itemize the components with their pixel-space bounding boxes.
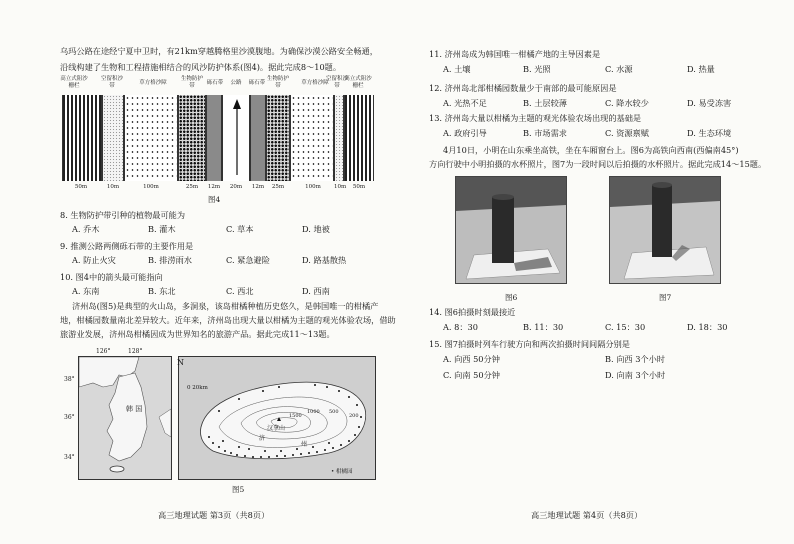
cup-photo: [610, 177, 720, 283]
option: B. 排涝雨水: [148, 255, 192, 265]
zone-label: 空留积沙带: [100, 76, 123, 89]
zone-label: 草方格沙障: [139, 80, 167, 86]
right-page: [397, 0, 794, 544]
option: B. 灌木: [148, 224, 176, 234]
intro-line-1: 4月10日，小明在山东乘坐高铁，坐在车厢窗台上。图6为高铁向西南(西偏南45°): [443, 145, 739, 155]
peak-label: 汉拿山: [267, 425, 286, 432]
question-8: 8. 生物防护带引种的植物最可能为: [60, 210, 186, 220]
road-zone: [222, 95, 250, 181]
zone-label: 生物防护带: [266, 76, 289, 89]
figure-6-caption: 图6: [505, 293, 518, 302]
width-label: 25m: [185, 184, 199, 190]
zone-label: 生物防护带: [180, 76, 203, 89]
option: C. 资源禀赋: [605, 128, 649, 138]
straw-grid-zone: [124, 95, 178, 181]
option: D. 热量: [687, 64, 715, 74]
sand-belt: [334, 95, 344, 181]
question-10: 10. 图4中的箭头最可能指向: [60, 272, 163, 282]
option: B. 11：30: [523, 322, 564, 332]
option: C. 水源: [605, 64, 633, 74]
figure-4-caption: 图4: [208, 195, 221, 204]
option: B. 东北: [148, 286, 176, 296]
option: B. 光照: [523, 64, 551, 74]
option: C. 向南 50分钟: [443, 370, 500, 380]
question-13: 13. 济州岛大量以柑橘为主题的观光体验农场出现的基础是: [429, 113, 642, 123]
figure-7-photo: [609, 176, 721, 284]
width-label: 12m: [251, 184, 265, 190]
zone-label: 砾石带: [248, 80, 266, 86]
lon-label: 126°: [96, 348, 111, 355]
figure-7-caption: 图7: [659, 293, 672, 302]
option: C. 草本: [226, 224, 254, 234]
intro2-line-3: 旅游业发展，济州岛柑橘因成为世界知名的旅游产品。据此完成11～13题。: [60, 329, 335, 339]
cup-photo: [456, 177, 566, 283]
option: A. 土壤: [443, 64, 471, 74]
zone-label: 草方格沙障: [301, 80, 329, 86]
fence-zone: [344, 95, 374, 181]
scale-label: 0 20km: [187, 385, 208, 391]
option: C. 降水较少: [605, 98, 649, 108]
option: A. 8：30: [443, 322, 478, 332]
option: B. 市场需求: [523, 128, 567, 138]
question-12: 12. 济州岛北部柑橘园数量少于南部的最可能原因是: [429, 83, 617, 93]
option: A. 政府引导: [443, 128, 487, 138]
option: C. 15：30: [605, 322, 646, 332]
option: D. 地被: [302, 224, 330, 234]
question-14: 14. 图6拍摄时刻最接近: [429, 307, 516, 317]
straw-grid-zone: [290, 95, 334, 181]
jeju-map: [178, 356, 376, 480]
question-15: 15. 图7拍摄时列车行驶方向和两次拍摄时间间隔分别是: [429, 339, 630, 349]
width-label: 12m: [207, 184, 221, 190]
option: C. 西北: [226, 286, 254, 296]
contour-label: 500: [329, 409, 339, 415]
gravel-zone: [250, 95, 266, 181]
option: A. 光热不足: [443, 98, 487, 108]
zone-label: 空留积沙带: [326, 76, 349, 89]
contour-label: 1000: [307, 409, 320, 415]
korea-map: [79, 357, 171, 479]
page-footer: 高三地理试题 第4页（共8页）: [531, 510, 643, 520]
gravel-zone: [206, 95, 222, 181]
option: D. 易受冻害: [687, 98, 732, 108]
question-9: 9. 推测公路两侧砾石带的主要作用是: [60, 241, 194, 251]
option: A. 防止火灾: [72, 255, 116, 265]
zone-label: 公路: [230, 80, 242, 86]
option: D. 18：30: [687, 322, 728, 332]
zone-label: 高立式阻沙栅栏: [60, 76, 88, 89]
fence-zone: [62, 95, 102, 181]
intro-line-1: 乌玛公路在途经宁夏中卫时，有21km穿越腾格里沙漠腹地。为确保沙漠公路安全畅通，: [60, 46, 378, 56]
option: D. 生态环境: [687, 128, 732, 138]
option: D. 路基散热: [302, 255, 347, 265]
width-label: 10m: [106, 184, 120, 190]
sand-belt: [102, 95, 124, 181]
lat-label: 38°: [64, 376, 75, 383]
lon-label: 128°: [128, 348, 143, 355]
figure-6-photo: [455, 176, 567, 284]
country-label: 韩 国: [126, 405, 143, 413]
page-footer: 高三地理试题 第3页（共8页）: [158, 510, 270, 520]
question-11: 11. 济州岛成为韩国唯一柑橘产地的主导因素是: [429, 49, 601, 59]
option: B. 土层较薄: [523, 98, 567, 108]
option: B. 向西 3个小时: [605, 354, 665, 364]
option: D. 西南: [302, 286, 330, 296]
map-label: 州: [301, 441, 308, 448]
width-label: 10m: [334, 184, 347, 190]
intro-line-2: 方向行驶中小明拍摄的水杯照片，图7为一段时间以后拍摄的水杯照片。据此完成14～15题。: [429, 159, 767, 169]
zone-label: 高立式阻沙栅栏: [344, 76, 372, 89]
contour-label: 200: [349, 413, 359, 419]
intro2-line-1: 济州岛(图5)是典型的火山岛，多洞泉，该岛柑橘种植历史悠久，是韩国唯一的柑橘产: [72, 301, 379, 311]
width-label: 20m: [229, 184, 243, 190]
width-label: 100m: [143, 184, 159, 190]
arrow-up-icon: [223, 95, 251, 181]
lat-label: 36°: [64, 414, 75, 421]
contour-label: 1500: [289, 413, 302, 419]
jeju-island: [179, 357, 375, 479]
option: A. 乔木: [72, 224, 100, 234]
bio-protection-zone: [178, 95, 206, 181]
legend-orchard: • 柑橘园: [331, 469, 353, 475]
option: A. 向西 50分钟: [443, 354, 500, 364]
width-label: 50m: [74, 184, 88, 190]
lat-label: 34°: [64, 454, 75, 461]
width-label: 50m: [352, 184, 366, 190]
option: A. 东南: [72, 286, 100, 296]
inset-map: [78, 356, 172, 480]
zone-label: 砾石带: [206, 80, 224, 86]
width-label: 25m: [271, 184, 285, 190]
intro2-line-2: 地，柑橘园数量南北差异较大。近年来，济州岛出现大量以柑橘为主题的观光体验农场，借助: [60, 315, 396, 325]
bio-protection-zone: [266, 95, 290, 181]
intro-line-2: 沿线构建了生物和工程措施相结合的风沙防护体系(图4)。据此完成8～10题。: [60, 62, 342, 72]
width-label: 100m: [305, 184, 321, 190]
figure-5-caption: 图5: [232, 485, 245, 494]
map-label: 济: [259, 435, 266, 442]
option: C. 紧急避险: [226, 255, 270, 265]
option: D. 向南 3个小时: [605, 370, 666, 380]
north-arrow-icon: N: [177, 358, 184, 367]
